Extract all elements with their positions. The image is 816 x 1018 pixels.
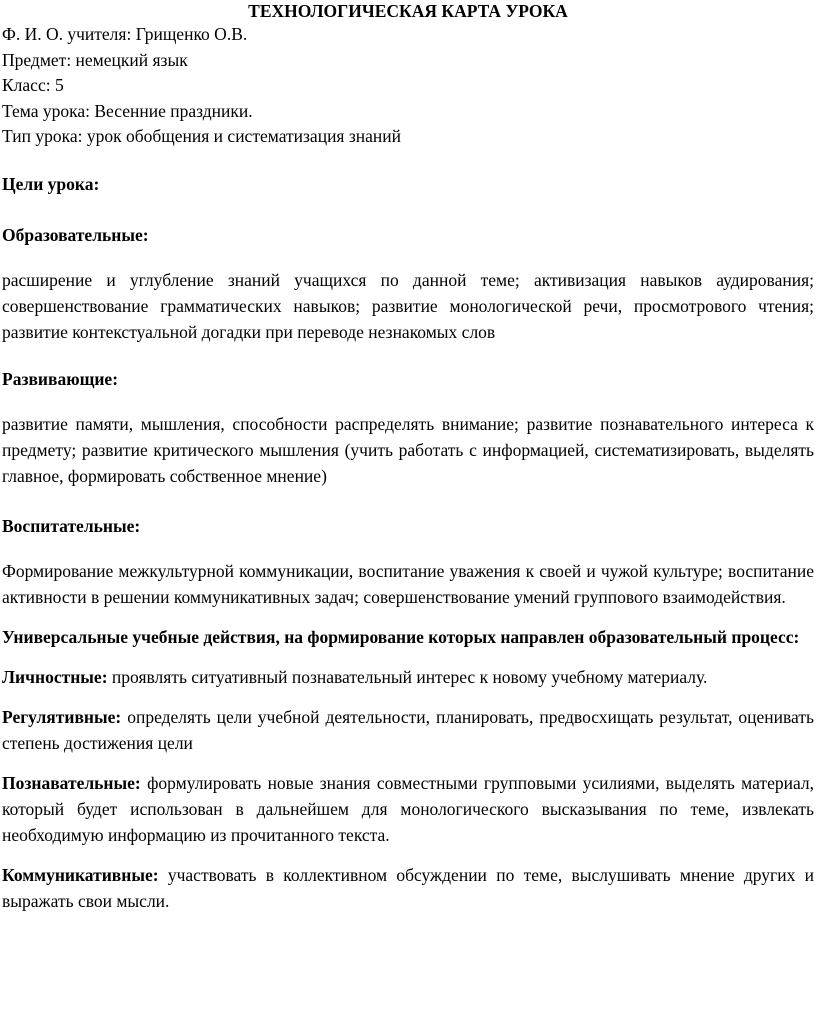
personal-text: проявлять ситуативный познавательный интерес к новому учебному материалу.: [107, 666, 708, 687]
spacer: [2, 392, 814, 411]
upbringing-text: Формирование межкультурной коммуникации, воспитание уважения к своей и чужой культуре; воспитание активности в решении коммуникативных задач; совершенствование умений группового взаимодействия.: [2, 560, 814, 607]
personal-label: Личностные:: [2, 666, 108, 687]
educational-heading: Образовательные:: [2, 224, 149, 245]
spacer: [2, 690, 814, 704]
cognitive-text: формулировать новые знания совместными групповыми усилиями, выделять материал, который будет использован в дальнейшем для монологического высказывания по теме, извлекать необходимую информацию из прочитанного текста.: [2, 772, 814, 845]
teacher-line: Ф. И. О. учителя: Грищенко О.В.: [2, 24, 248, 44]
spacer: [2, 610, 814, 624]
communicative-text: участвовать в коллективном обсуждении по теме, выслушивать мнение других и выражать свои мысли.: [2, 864, 814, 911]
document-title: ТЕХНОЛОГИЧЕСКАЯ КАРТА УРОКА: [248, 1, 568, 21]
personal-paragraph: [2, 664, 814, 690]
spacer: [2, 848, 814, 862]
developing-heading: Развивающие:: [2, 368, 119, 389]
lesson-type-line: Тип урока: урок обобщения и систематизация знаний: [2, 126, 401, 146]
spacer: [2, 539, 814, 558]
spacer: [2, 248, 814, 267]
upbringing-heading: Воспитательные:: [2, 515, 141, 536]
regulatory-text: определять цели учебной деятельности, планировать, предвосхищать результат, оценивать степень достижения цели: [2, 706, 814, 753]
spacer: [2, 197, 814, 222]
subject-line: Предмет: немецкий язык: [2, 49, 188, 70]
cognitive-paragraph: [2, 770, 814, 848]
uud-heading: Универсальные учебные действия, на формирование которых направлен образовательный процесс:: [2, 626, 800, 647]
communicative-paragraph: [2, 862, 814, 914]
spacer: [2, 650, 814, 664]
developing-text: развитие памяти, мышления, способности распределять внимание; развитие познавательного интереса к предмету; развитие критического мышления (учить работать с информацией, систематизировать, выделять главное, формировать собственное мнение): [2, 413, 814, 486]
regulatory-label: Регулятивные:: [2, 706, 122, 727]
educational-text: расширение и углубление знаний учащихся по данной теме; активизация навыков аудирования; совершенствование грамматических навыков; развитие монологической речи, просмотрового чтения; развитие контекстуальной догадки при переводе незнакомых слов: [2, 269, 814, 342]
spacer: [2, 345, 814, 366]
topic-line: Тема урока: Весенние праздники.: [2, 100, 253, 121]
goals-heading: Цели урока:: [2, 173, 100, 194]
spacer: [2, 756, 814, 770]
cognitive-label: Познавательные:: [2, 772, 141, 793]
communicative-label: Коммуникативные:: [2, 864, 159, 885]
spacer: [2, 489, 814, 513]
regulatory-paragraph: [2, 704, 814, 756]
grade-line: Класс: 5: [2, 75, 64, 95]
spacer: [2, 150, 814, 171]
